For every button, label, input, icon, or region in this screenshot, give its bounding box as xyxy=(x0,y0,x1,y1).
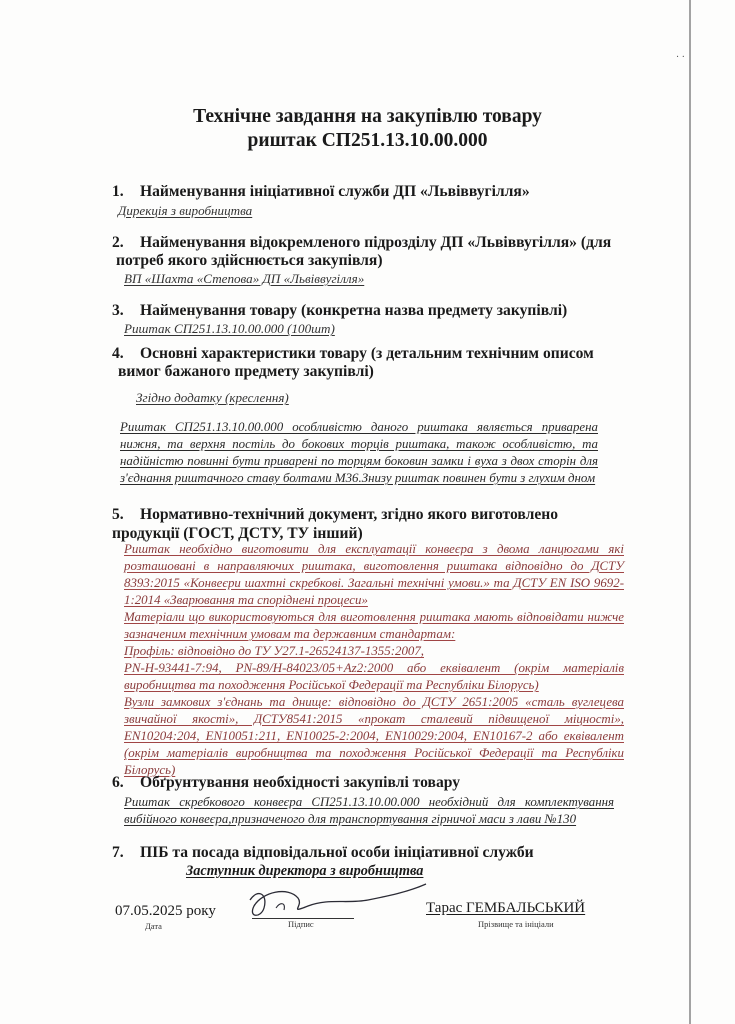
section-3-heading: 3. Найменування товару (конкретна назва предмету закупівлі) xyxy=(112,302,568,319)
section-7-heading: 7. ПІБ та посада відповідальної особи ініціативної служби xyxy=(112,844,534,861)
section-4-heading-line2: вимог бажаного предмету закупівлі) xyxy=(118,363,374,380)
section-4-heading-line1: 4. Основні характеристики товару (з детальним технічним описом xyxy=(112,345,594,362)
section-2-answer: ВП «Шахта «Степова» ДП «Львіввугілля» xyxy=(124,271,365,286)
section-5-paragraph-5: Вузли замкових з'єднань та днище: відповідно до ДСТУ 2651:2005 «сталь вуглецева звичайної якості», ДСТУ8541:2015 «прокат сталевий підвищеної міцності», EN10204:204, EN10051:211, EN10025-2:2004, EN10029:2004, EN10167-2 або еквівалент (окрім матеріалів виробництва та походження Російської Федерації та Республіки Білорусь) xyxy=(124,695,624,777)
section-5-paragraph-2: Матеріали що використовуються для виготовлення риштака мають відповідати нижче зазначеним технічним умовам та державним стандартам: xyxy=(124,610,624,641)
section-4-description xyxy=(120,419,598,487)
footer-date-label: Дата xyxy=(145,921,162,931)
footer-date: 07.05.2025 року xyxy=(115,903,216,919)
section-5-heading-line2: продукції (ГОСТ, ДСТУ, ТУ інший) xyxy=(112,525,363,542)
section-5-paragraph-1: Риштак необхідно виготовити для експлуатації конвеєра з двома ланцюгами які розташовані в направляючих риштака, виготовлення риштака відповідно до ДСТУ 8393:2015 «Конвеєри шахтні скребкові. Загальні технічні умови.» та ДСТУ EN ISO 9692-1:2014 «Зварювання та споріднені процеси» xyxy=(124,542,624,607)
section-2-heading-line2: потреб якого здійснюється закупівля) xyxy=(116,252,383,269)
section-6-answer: Риштак скребкового конвеєра СП251.13.10.00.000 необхідний для комплектування вибійного конвеєра,призначеного для транспортування гірничої маси з лави №130 xyxy=(124,795,614,826)
section-5-paragraph-4: PN-H-93441-7:94, PN-89/H-84023/05+Az2:2000 або еквівалент (окрім матеріалів виробництва та походження Російської Федерації та Республіки Білорусь) xyxy=(124,661,624,692)
footer-name-label: Прізвище та ініціали xyxy=(478,919,554,929)
section-4-answer: Згідно додатку (креслення) xyxy=(136,390,289,405)
section-6-answer-block xyxy=(124,794,614,828)
section-5-heading-line1: 5. Нормативно-технічний документ, згідно якого виготовлено xyxy=(112,506,559,523)
section-3-answer: Риштак СП251.13.10.00.000 (100шт) xyxy=(124,321,335,336)
section-1-heading: 1. Найменування ініціативної служби ДП «Львіввугілля» xyxy=(112,183,530,200)
scan-edge xyxy=(689,0,691,1024)
section-2-heading-line1: 2. Найменування відокремленого підрозділу ДП «Львіввугілля» (для xyxy=(112,234,612,251)
section-4-description-text: Риштак СП251.13.10.00.000 особливістю даного риштака являється приварена нижня, та верхня постіль до бокових торців риштака, також особливістю, та надійністю повинні бути приварені по торцям боковин замки і вуха з двох сторін для з'єднання риштачного ставу болтами М36.Знизу риштак повинен бути з глухим дном xyxy=(120,420,598,485)
handwritten-signature xyxy=(228,878,438,930)
section-5-paragraph-3: Профіль: відповідно до ТУ У27.1-26524137-1355:2007, xyxy=(124,644,424,658)
scan-specks: · · xyxy=(675,52,685,63)
section-5-body xyxy=(124,541,624,779)
section-6-heading: 6. Обґрунтування необхідності закупівлі товару xyxy=(112,774,461,791)
footer-name: Тарас ГЕМБАЛЬСЬКИЙ xyxy=(426,900,586,916)
section-1-answer: Дирекція з виробництва xyxy=(118,203,253,218)
footer-signature-label: Підпис xyxy=(288,919,314,929)
document-title-line1: Технічне завдання на закупівлю товару xyxy=(193,106,542,127)
document-title-line2: риштак СП251.13.10.00.000 xyxy=(247,130,488,151)
section-7-answer: Заступник директора з виробництва xyxy=(186,863,424,879)
